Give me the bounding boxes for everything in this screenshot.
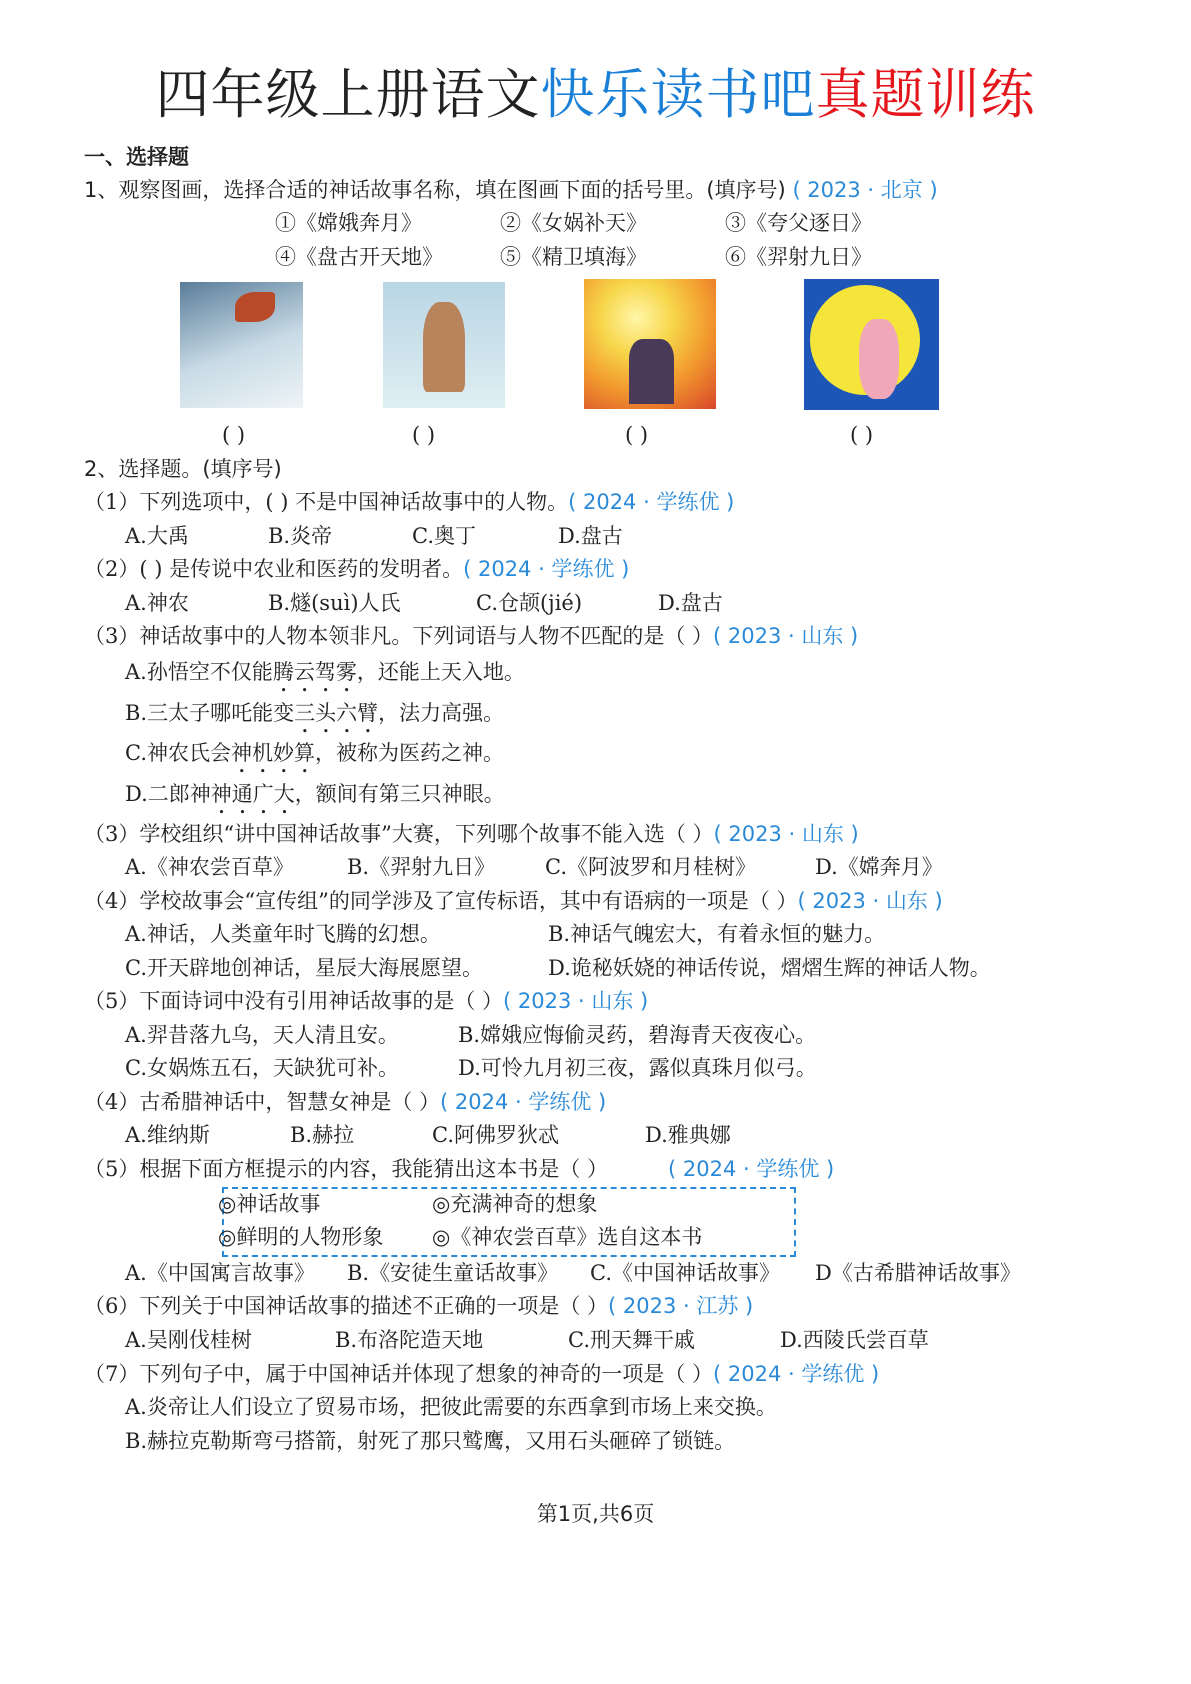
sub-question [84, 819, 859, 849]
sub-question [84, 886, 943, 916]
question-2: 2、选择题。(填序号) [84, 457, 282, 481]
sub-question [84, 1087, 606, 1117]
sub-question [84, 986, 648, 1016]
story-option: ④《盘古开天地》 [275, 245, 443, 269]
source-tag: ( 2024 · 学练优 ) [463, 557, 630, 581]
choice: B.燧(suì)人氏 [268, 591, 401, 615]
source-tag: ( 2023 · 山东 ) [503, 989, 649, 1013]
choice: D.诡秘妖娆的神话传说，熠熠生辉的神话人物。 [548, 956, 991, 980]
choice: D《古希腊神话故事》 [815, 1261, 1021, 1285]
choice-text: ，额间有第三只神眼。 [294, 782, 505, 806]
choice: A.《神农尝百草》 [125, 855, 294, 879]
choice-text: C.神农氏会 [125, 741, 231, 765]
stem: （3）学校组织“讲中国神话故事”大赛，下列哪个故事不能入选（ ） [84, 822, 714, 846]
source-tag: ( 2023 · 江苏 ) [608, 1294, 754, 1318]
emphasized-word: 腾云驾雾 [272, 660, 357, 684]
emphasized-word: 神机妙算 [231, 741, 315, 765]
source-tag: ( 2024 · 学练优 ) [668, 1157, 835, 1181]
choice: C.开天辟地创神话，星辰大海展愿望。 [125, 956, 483, 980]
source-tag: ( 2024 · 学练优 ) [568, 490, 735, 514]
source-tag: ( 2023 · 山东 ) [713, 822, 859, 846]
choice: C.女娲炼五石，天缺犹可补。 [125, 1056, 399, 1080]
choice-text: ，法力高强。 [378, 701, 505, 725]
stem: （3）神话故事中的人物本领非凡。下列词语与人物不匹配的是（ ） [84, 624, 714, 648]
choice: A.大禹 [125, 524, 189, 548]
choice: A.神农 [125, 591, 189, 615]
stem: （4）学校故事会“宣传组”的同学涉及了宣传标语，其中有语病的一项是（ ） [84, 889, 798, 913]
story-option: ③《夸父逐日》 [725, 211, 872, 235]
choice: C.仓颉(jié) [476, 591, 583, 615]
source-tag: ( 2023 · 山东 ) [797, 889, 943, 913]
stem: （4）古希腊神话中，智慧女神是（ ） [84, 1090, 441, 1114]
choice: B.炎帝 [268, 524, 333, 548]
sub-question [84, 621, 858, 651]
choice: C.刑天舞干戚 [568, 1328, 695, 1352]
choice: C.奥丁 [412, 524, 476, 548]
sub-question [84, 1291, 753, 1321]
answer-blank[interactable]: ( ) [412, 423, 436, 447]
choice-text: ，被称为医药之神。 [315, 741, 504, 765]
answer-blank[interactable]: ( ) [850, 423, 874, 447]
choice: C.《阿波罗和月桂树》 [545, 855, 756, 879]
choice: D.可怜九月初三夜，露似真珠月似弓。 [458, 1056, 817, 1080]
choice-text: ，还能上天入地。 [356, 660, 525, 684]
emphasized-word: 三头六臂 [294, 701, 379, 725]
choice: B.嫦娥应悔偷灵药，碧海青天夜夜心。 [458, 1023, 817, 1047]
stem: （1）下列选项中，( ) 不是中国神话故事中的人物。 [84, 490, 569, 514]
story-option: ②《女娲补天》 [500, 211, 647, 235]
choice: C.《中国神话故事》 [590, 1261, 780, 1285]
choice: B.赫拉 [290, 1123, 355, 1147]
choice [125, 698, 504, 738]
picture-change [804, 279, 939, 410]
choice: B.《安徒生童话故事》 [347, 1261, 559, 1285]
source-tag: ( 2024 · 学练优 ) [713, 1362, 880, 1386]
picture-pangu [383, 282, 505, 408]
story-option: ⑤《精卫填海》 [500, 245, 647, 269]
choice: D.《嫦奔月》 [815, 855, 943, 879]
choice: A.《中国寓言故事》 [125, 1261, 315, 1285]
choice [125, 779, 505, 819]
answer-blank[interactable]: ( ) [222, 423, 246, 447]
hint-item: ◎神话故事 [218, 1192, 321, 1216]
source-tag: ( 2023 · 北京 ) [792, 178, 938, 202]
sub-question [84, 554, 629, 584]
title-part2: 快乐读书吧 [540, 63, 816, 126]
story-option: ①《嫦娥奔月》 [275, 211, 422, 235]
title-part1: 四年级上册语文 [155, 63, 541, 126]
hint-item: ◎充满神奇的想象 [432, 1192, 598, 1216]
picture-jingwei [180, 282, 303, 408]
choice: A.羿昔落九乌，天人清且安。 [125, 1023, 399, 1047]
choice-text: B.三太子哪吒能变 [125, 701, 295, 725]
picture-kuafu [584, 279, 716, 409]
choice: A.吴刚伐桂树 [125, 1328, 252, 1352]
question-1 [84, 175, 938, 205]
choice: B.神话气魄宏大，有着永恒的魅力。 [548, 922, 886, 946]
story-option: ⑥《羿射九日》 [725, 245, 872, 269]
choice: A.神话，人类童年时飞腾的幻想。 [125, 922, 441, 946]
choice: B.《羿射九日》 [347, 855, 496, 879]
sub-question [84, 1154, 834, 1184]
page-title [0, 52, 1191, 129]
choice: B.赫拉克勒斯弯弓搭箭，射死了那只鹫鹰，又用石头砸碎了锁链。 [125, 1429, 736, 1453]
title-part3: 真题训练 [815, 63, 1036, 126]
stem: （5）下面诗词中没有引用神话故事的是（ ） [84, 989, 504, 1013]
choice: D.西陵氏尝百草 [780, 1328, 929, 1352]
stem: （2）( ) 是传说中农业和医药的发明者。 [84, 557, 464, 581]
section-heading: 一、选择题 [84, 145, 189, 169]
choice-text: D.二郎神 [125, 782, 211, 806]
sub-question [84, 487, 734, 517]
stem: （5）根据下面方框提示的内容，我能猜出这本书是（ ） [84, 1157, 609, 1181]
choice: C.阿佛罗狄忒 [432, 1123, 559, 1147]
hint-item: ◎鲜明的人物形象 [218, 1225, 384, 1249]
hint-item: ◎《神农尝百草》选自这本书 [432, 1225, 703, 1249]
question-text: 1、观察图画，选择合适的神话故事名称，填在图画下面的括号里。(填序号) [84, 178, 786, 202]
stem: （6）下列关于中国神话故事的描述不正确的一项是（ ） [84, 1294, 609, 1318]
source-tag: ( 2023 · 山东 ) [713, 624, 859, 648]
choice: A.炎帝让人们设立了贸易市场，把彼此需要的东西拿到市场上来交换。 [125, 1395, 777, 1419]
choice: A.维纳斯 [125, 1123, 210, 1147]
emphasized-word: 神通广大 [210, 782, 295, 806]
choice: D.盘古 [558, 524, 623, 548]
choice [125, 738, 504, 778]
choice: B.布洛陀造天地 [335, 1328, 484, 1352]
choice [125, 657, 525, 697]
stem: （7）下列句子中，属于中国神话并体现了想象的神奇的一项是（ ） [84, 1362, 714, 1386]
choice-text: A.孙悟空不仅能 [125, 660, 273, 684]
choice: D.雅典娜 [645, 1123, 731, 1147]
choice: D.盘古 [658, 591, 723, 615]
answer-blank[interactable]: ( ) [625, 423, 649, 447]
source-tag: ( 2024 · 学练优 ) [440, 1090, 607, 1114]
sub-question [84, 1359, 879, 1389]
page-number: 第1页,共6页 [536, 1502, 655, 1526]
